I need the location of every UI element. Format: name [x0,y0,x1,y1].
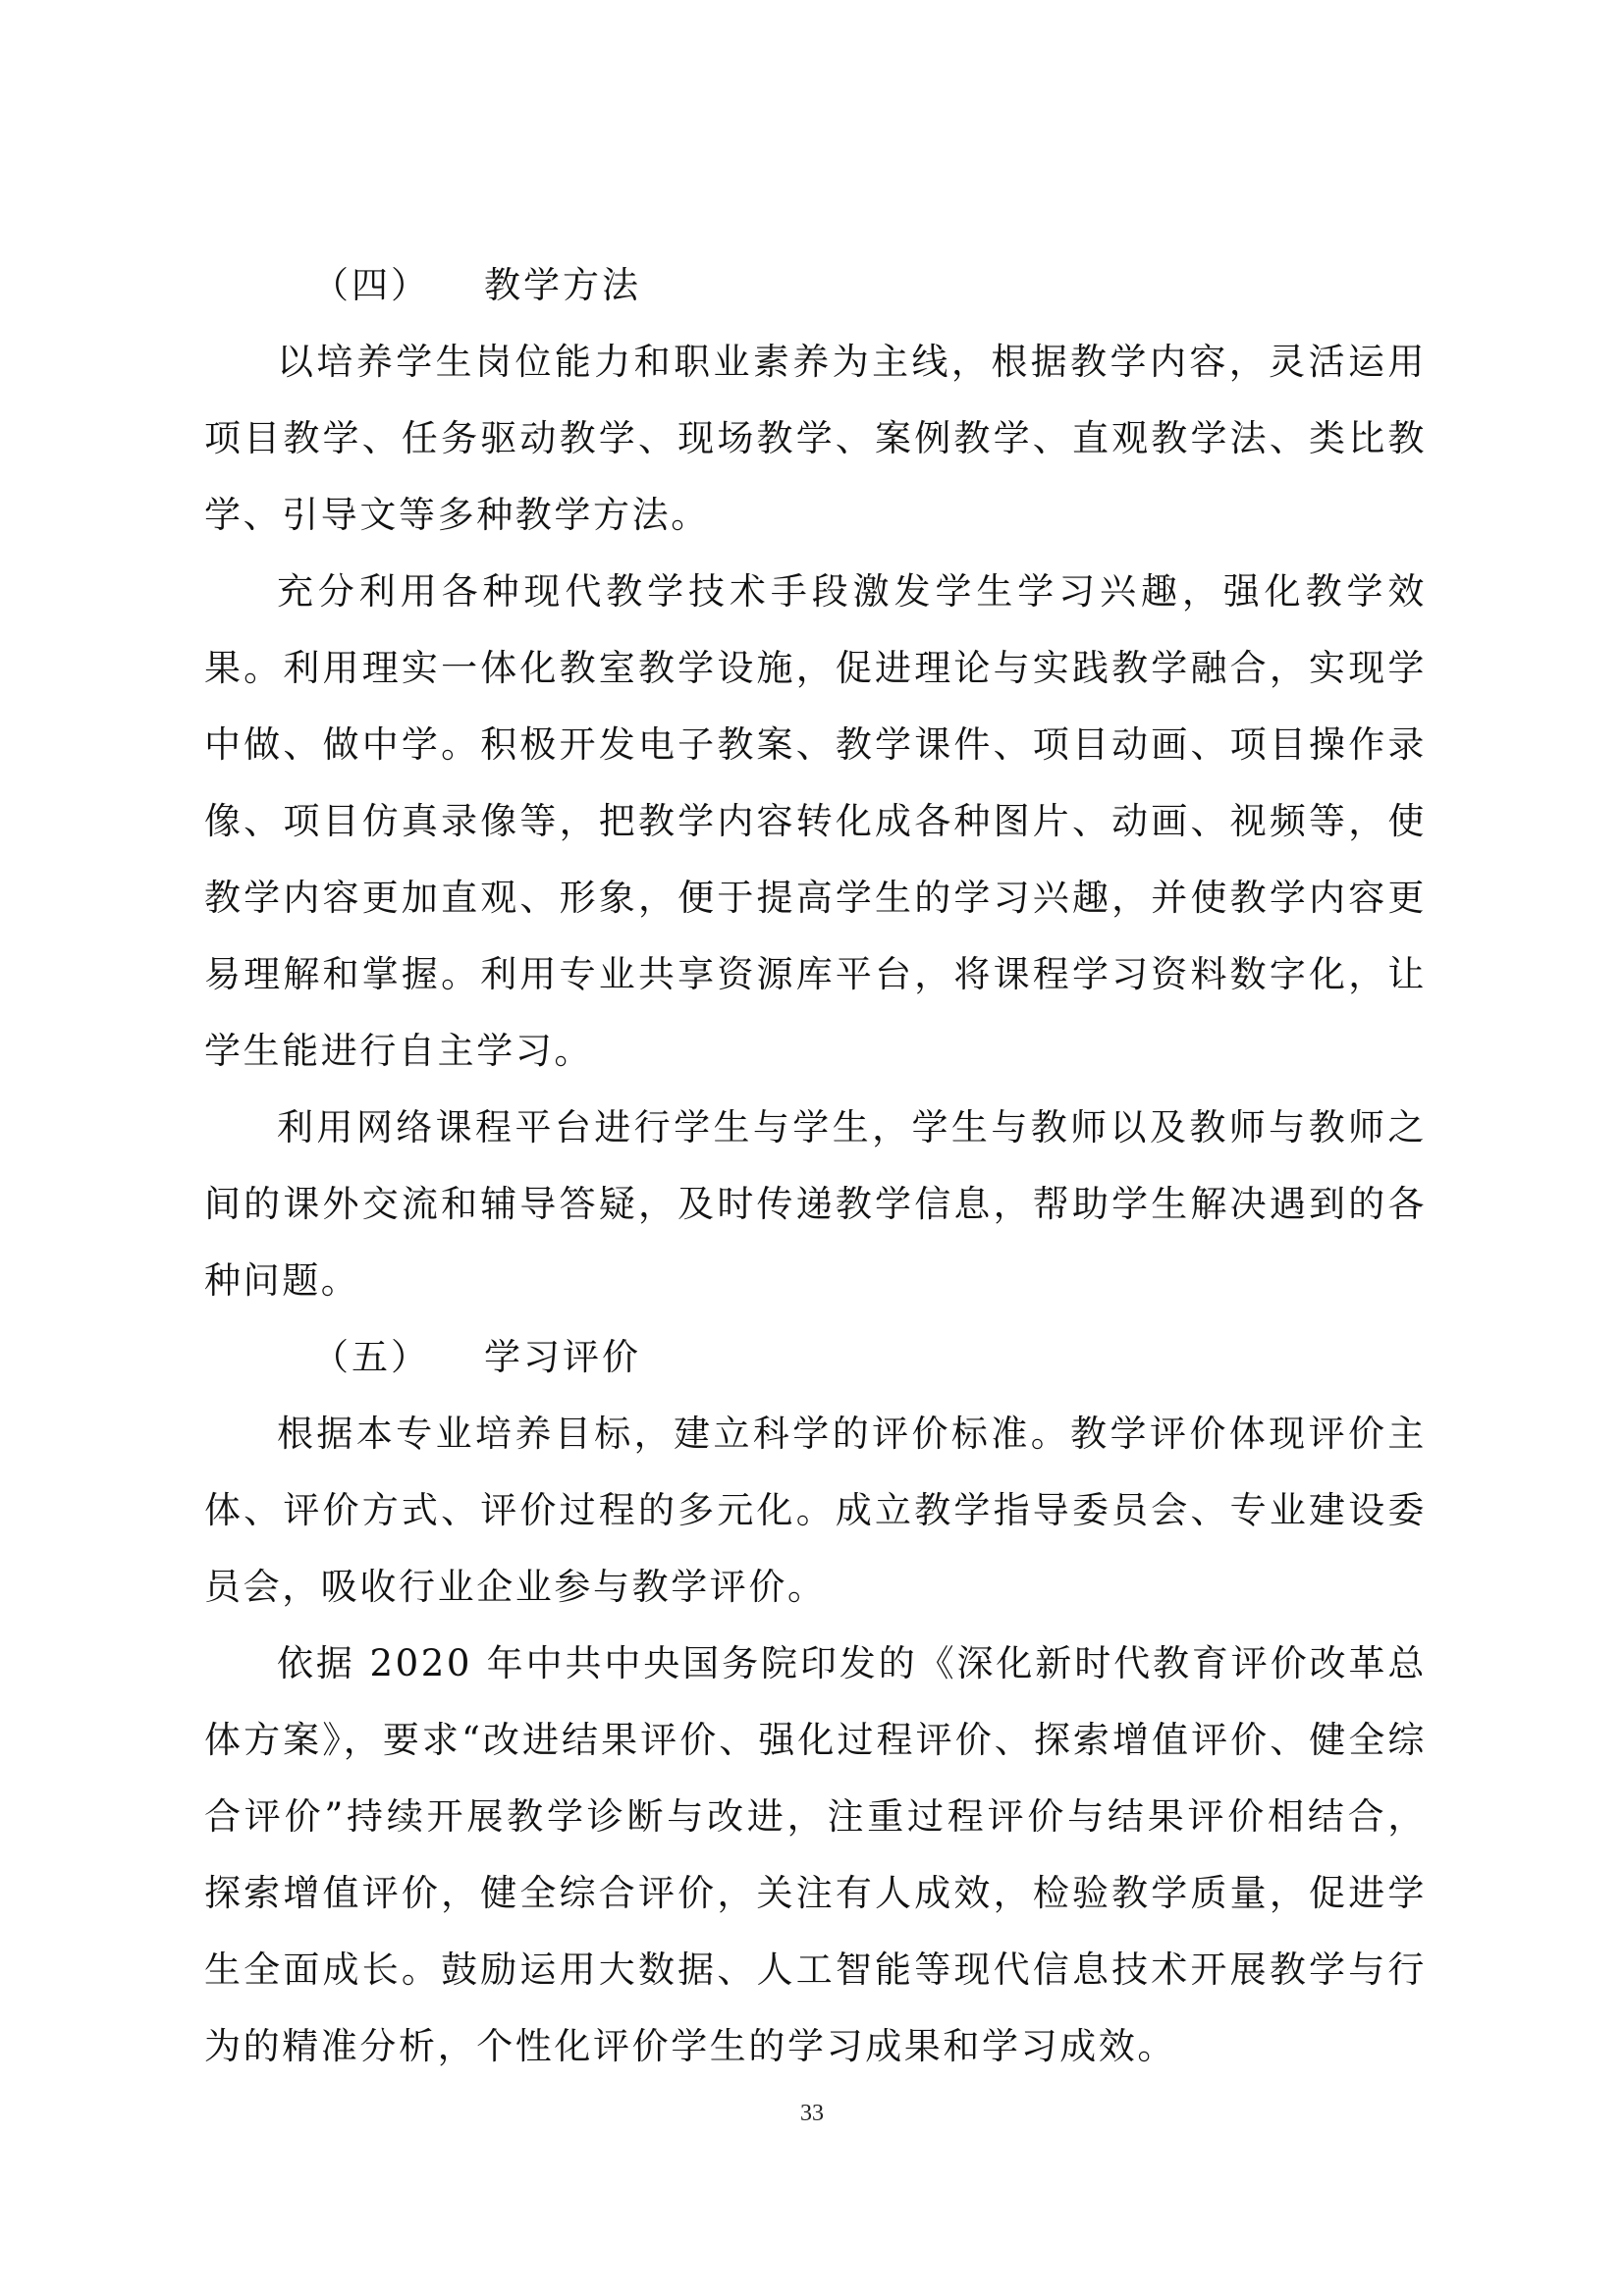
section-number: （四） [312,264,430,306]
page-content [204,247,1427,2085]
paragraph: 根据本专业培养目标，建立科学的评价标准。教学评价体现评价主体、评价方式、评价过程的多元化。成立教学指导委员会、专业建设委员会，吸收行业企业参与教学评价。 [204,1413,1427,1608]
page-number: 33 [800,2101,824,2126]
paragraph: 充分利用各种现代教学技术手段激发学生学习兴趣，强化教学效果。利用理实一体化教室教学设施，促进理论与实践教学融合，实现学中做、做中学。积极开发电子教案、教学课件、项目动画、项目操作录像、项目仿真录像等，把教学内容转化成各种图片、动画、视频等，使教学内容更加直观、形象，便于提高学生的学习兴趣，并使教学内容更易理解和掌握。利用专业共享资源库平台，将课程学习资料数字化，让学生能进行自主学习。 [204,570,1427,1072]
paragraph: 以培养学生岗位能力和职业素养为主线，根据教学内容，灵活运用项目教学、任务驱动教学、现场教学、案例教学、直观教学法、类比教学、引导文等多种教学方法。 [204,341,1427,536]
paragraph: 依据 2020 年中共中央国务院印发的《深化新时代教育评价改革总体方案》，要求“改进结果评价、强化过程评价、探索增值评价、健全综合评价”持续开展教学诊断与改进，注重过程评价与结果评价相结合，探索增值评价，健全综合评价，关注有人成效，检验教学质量，促进学生全面成长。鼓励运用大数据、人工智能等现代信息技术开展教学与行为的精准分析，个性化评价学生的学习成果和学习成效。 [204,1642,1427,2067]
section-title: 学习评价 [484,1336,641,1378]
section-number: （五） [312,1336,430,1378]
section-heading-learning-evaluation [204,1319,1427,1396]
section-heading-teaching-methods [204,247,1427,324]
section-title: 教学方法 [484,264,641,306]
paragraph: 利用网络课程平台进行学生与学生，学生与教师以及教师与教师之间的课外交流和辅导答疑，及时传递教学信息，帮助学生解决遇到的各种问题。 [204,1106,1427,1302]
